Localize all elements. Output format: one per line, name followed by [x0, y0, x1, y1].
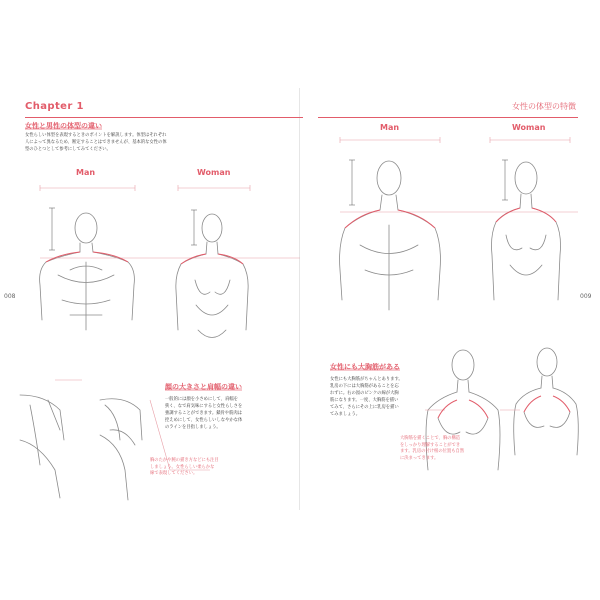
heading-body-difference-text: 女性と男性の体型の違い: [25, 122, 102, 130]
body-line: のラインを目指しましょう。: [165, 425, 221, 430]
sketch-woman-right: [492, 162, 561, 300]
body-line: 乳房の下には大胸筋があることを忘: [330, 384, 399, 389]
body-line: てみましょう。: [330, 412, 361, 417]
sketch-shoulder-details: [20, 395, 142, 500]
note-line: をしっかり理解することができ: [400, 442, 461, 448]
note-line: しましょう。女性らしい柔らかな: [150, 464, 215, 470]
page-number-right: 009: [580, 293, 592, 300]
note-right: [400, 436, 495, 462]
sketch-woman-left: [176, 214, 248, 338]
body-line: 狭く、なで肩気味にすると女性らしさを: [165, 404, 243, 409]
sketch-man-right: [340, 161, 441, 310]
body-line: 強調することができます。鎖骨や筋肉は: [165, 411, 242, 416]
note-line: 線で表現してください。: [150, 471, 198, 476]
face-shoulder-paragraph: [165, 396, 295, 431]
body-line: 筋になります。一度、大胸筋を描い: [330, 398, 399, 403]
label-woman-right: Woman: [512, 123, 546, 132]
intro-line: 人によって異なるため、断定することはできませんが、基本的な女性の体: [25, 140, 167, 145]
chapter-rule-left: [25, 117, 303, 118]
intro-line: 女性らしい体型を表現するときのポイントを解説します。体型はそれぞれ: [25, 133, 167, 138]
note-line: 大胸筋を描くことで、胸の構造: [400, 436, 461, 441]
body-line: 控えめにして、女性らしいしなやかな体: [165, 418, 243, 423]
chapter-title: Chapter 1: [25, 101, 84, 112]
note-line: に決まってきます。: [400, 455, 439, 461]
note-left: [150, 458, 275, 478]
chapter-rule-right: [318, 117, 578, 118]
note-line: ます。乳房の付け根の位置も自然: [400, 449, 465, 454]
label-woman-left: Woman: [197, 168, 231, 177]
right-page-title: 女性の体型の特徴: [512, 102, 576, 111]
heading-body-difference: [25, 121, 102, 131]
sketch-man-left: [40, 213, 135, 330]
heading-pectoral-text: 女性にも大胸筋がある: [330, 363, 400, 371]
body-line: 女性にも大胸筋がちゃんとあります。: [330, 377, 403, 382]
intro-paragraph: [25, 132, 290, 153]
page-number-left: 008: [4, 293, 16, 300]
body-line: 一般的には顔を小さめにして、肩幅を: [165, 397, 238, 402]
note-line: 胸のたかや腕の描き方などにも注目: [150, 458, 219, 463]
heading-face-shoulder-text: 顔の大きさと肩幅の違い: [165, 383, 242, 391]
pectoral-paragraph: [330, 376, 425, 418]
body-line: れずに。右の図のピンクの線が大胸: [330, 391, 399, 396]
label-man-right: Man: [380, 123, 400, 132]
body-line: てみて、さらにその上に乳房を描い: [330, 405, 399, 410]
heading-pectoral: [330, 362, 400, 372]
intro-line: 型のひとつとして参考にしてみてください。: [25, 147, 111, 152]
heading-face-shoulder: [165, 382, 242, 392]
label-man-left: Man: [76, 168, 96, 177]
